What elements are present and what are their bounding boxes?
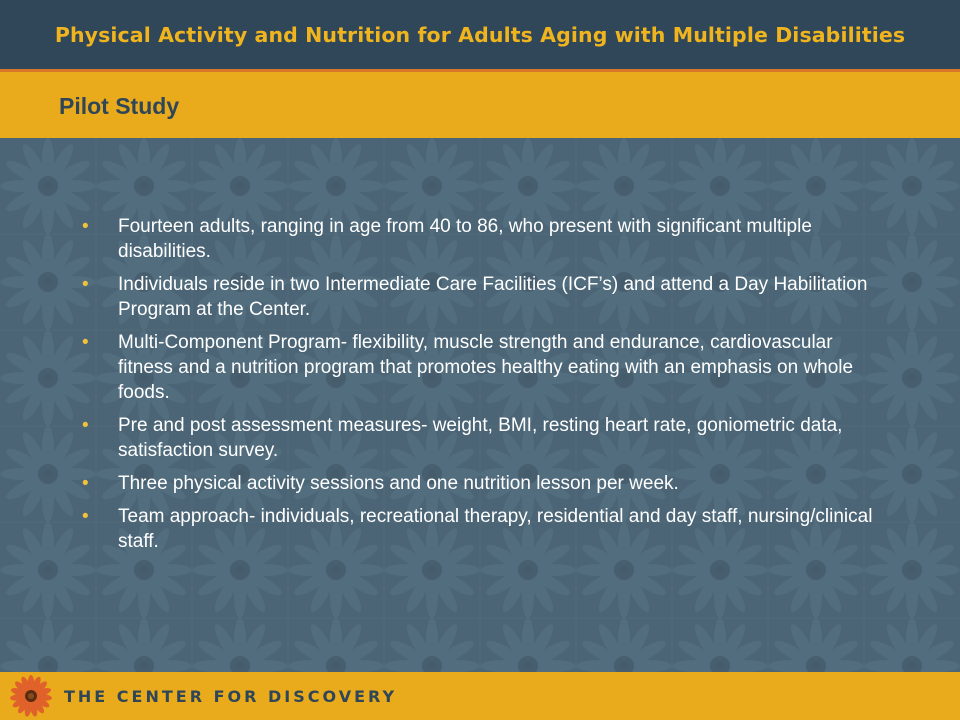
bullet-icon: • [82,506,89,527]
bullet-item [82,504,882,554]
bullet-list [82,214,882,554]
bullet-item [82,471,882,496]
bullet-icon: • [82,332,89,353]
bullet-item [82,272,882,322]
bullet-item [82,330,882,405]
subtitle-band [0,72,960,138]
content-area [82,214,882,562]
bullet-text: Three physical activity sessions and one nutrition lesson per week. [118,473,679,494]
bullet-icon: • [82,473,89,494]
slide-subtitle: Pilot Study [59,93,180,119]
bullet-text: Multi-Component Program- flexibility, muscle strength and endurance, cardiovascular fitness and a nutrition program that promotes healthy eating with an emphasis on whole foods. [118,332,854,403]
bullet-text: Team approach- individuals, recreational therapy, residential and day staff, nursing/clinical staff. [118,506,873,552]
bullet-icon: • [82,216,89,237]
slide-title: Physical Activity and Nutrition for Adults Aging with Multiple Disabilities [54,23,906,47]
bullet-icon: • [82,274,89,295]
organization-name: THE CENTER FOR DISCOVERY [64,687,398,706]
bullet-item [82,214,882,264]
bullet-icon: • [82,415,89,436]
bullet-item [82,413,882,463]
title-bar [0,0,960,72]
bullet-text: Pre and post assessment measures- weight, BMI, resting heart rate, goniometric data, satisfaction survey. [118,415,843,461]
bullet-text: Fourteen adults, ranging in age from 40 to 86, who present with significant multiple disabilities. [118,216,812,262]
flower-logo-icon [10,675,52,717]
footer-band [0,672,960,720]
bullet-text: Individuals reside in two Intermediate Care Facilities (ICF’s) and attend a Day Habilitation Program at the Center. [118,274,868,320]
